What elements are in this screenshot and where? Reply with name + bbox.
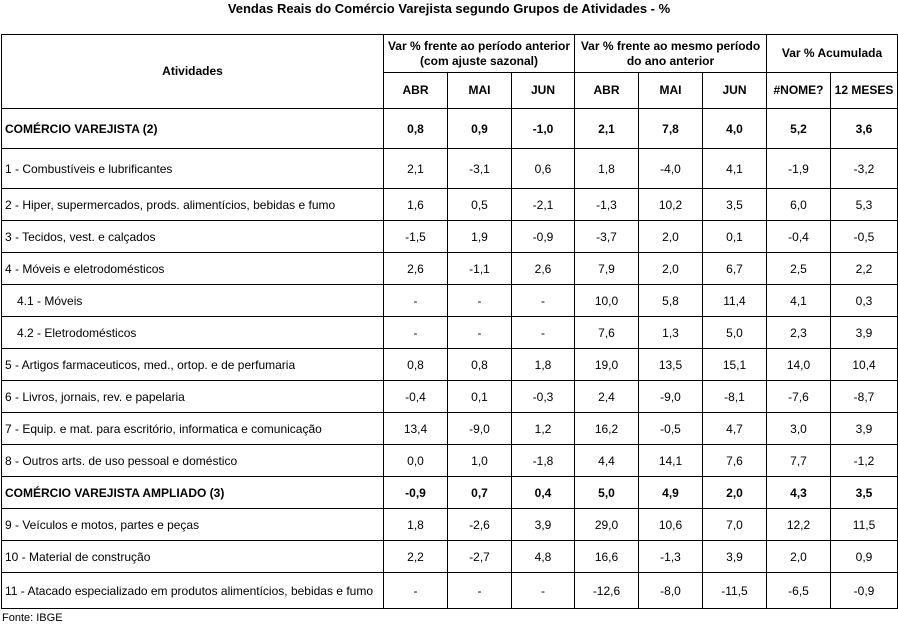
row-label: 8 - Outros arts. de uso pessoal e doméstico xyxy=(2,445,384,477)
value-cell: -2,7 xyxy=(448,541,512,573)
value-cell: 7,6 xyxy=(575,317,639,349)
value-cell: 3,9 xyxy=(512,509,575,541)
value-cell: 0,5 xyxy=(448,189,512,221)
value-cell: 3,9 xyxy=(831,317,898,349)
value-cell: 0,6 xyxy=(512,149,575,189)
value-cell: 5,3 xyxy=(831,189,898,221)
value-cell: 11,5 xyxy=(831,509,898,541)
value-cell: -8,0 xyxy=(639,573,703,609)
row-label: 6 - Livros, jornais, rev. e papelaria xyxy=(2,381,384,413)
value-cell: 7,9 xyxy=(575,253,639,285)
value-cell: 3,6 xyxy=(831,109,898,149)
value-cell: -0,9 xyxy=(384,477,448,509)
value-cell: - xyxy=(448,317,512,349)
value-cell: 2,1 xyxy=(575,109,639,149)
value-cell: 0,9 xyxy=(831,541,898,573)
value-cell: -1,0 xyxy=(512,109,575,149)
value-cell: 2,2 xyxy=(384,541,448,573)
value-cell: 0,7 xyxy=(448,477,512,509)
subheader-abr: ABR xyxy=(384,73,448,109)
value-cell: -1,5 xyxy=(384,221,448,253)
value-cell: 2,0 xyxy=(639,253,703,285)
value-cell: 0,1 xyxy=(448,381,512,413)
value-cell: 16,6 xyxy=(575,541,639,573)
value-cell: - xyxy=(384,285,448,317)
value-cell: -0,5 xyxy=(831,221,898,253)
value-cell: -3,1 xyxy=(448,149,512,189)
table-row xyxy=(2,573,898,609)
value-cell: 11,4 xyxy=(703,285,767,317)
value-cell: 2,5 xyxy=(767,253,831,285)
table-title: Vendas Reais do Comércio Varejista segundo Grupos de Atividades - % xyxy=(227,1,671,16)
value-cell: 13,4 xyxy=(384,413,448,445)
table-row xyxy=(2,509,898,541)
value-cell: 1,8 xyxy=(512,349,575,381)
header-group-periodo-anterior xyxy=(384,35,575,73)
value-cell: -1,9 xyxy=(767,149,831,189)
value-cell: -0,5 xyxy=(639,413,703,445)
table-row xyxy=(2,445,898,477)
value-cell: 3,0 xyxy=(767,413,831,445)
row-label: 5 - Artigos farmaceuticos, med., ortop. e de perfumaria xyxy=(2,349,384,381)
value-cell: 2,6 xyxy=(384,253,448,285)
value-cell: -6,5 xyxy=(767,573,831,609)
value-cell: -0,4 xyxy=(767,221,831,253)
value-cell: -2,6 xyxy=(448,509,512,541)
sales-table xyxy=(1,34,898,609)
value-cell: -11,5 xyxy=(703,573,767,609)
value-cell: 1,9 xyxy=(448,221,512,253)
value-cell: 1,0 xyxy=(448,445,512,477)
table-row xyxy=(2,253,898,285)
row-label: 3 - Tecidos, vest. e calçados xyxy=(2,221,384,253)
value-cell: 4,1 xyxy=(703,149,767,189)
value-cell: -8,1 xyxy=(703,381,767,413)
value-cell: - xyxy=(512,317,575,349)
row-label: COMÉRCIO VAREJISTA (2) xyxy=(2,109,384,149)
value-cell: 1,8 xyxy=(575,149,639,189)
table-row xyxy=(2,381,898,413)
value-cell: -0,4 xyxy=(384,381,448,413)
header-group-line1: Var % frente ao mesmo período xyxy=(580,38,761,53)
table-row xyxy=(2,541,898,573)
value-cell: -3,2 xyxy=(831,149,898,189)
value-cell: 2,0 xyxy=(767,541,831,573)
subheader-12-meses: 12 MESES xyxy=(831,73,898,109)
value-cell: 5,0 xyxy=(703,317,767,349)
value-cell: 2,4 xyxy=(575,381,639,413)
value-cell: -9,0 xyxy=(639,381,703,413)
value-cell: -1,2 xyxy=(831,445,898,477)
value-cell: 6,0 xyxy=(767,189,831,221)
value-cell: 12,2 xyxy=(767,509,831,541)
subheader-mai: MAI xyxy=(448,73,512,109)
value-cell: 2,0 xyxy=(703,477,767,509)
value-cell: 4,1 xyxy=(767,285,831,317)
value-cell: 0,8 xyxy=(384,349,448,381)
value-cell: -1,3 xyxy=(639,541,703,573)
value-cell: 14,1 xyxy=(639,445,703,477)
subheader-jun: JUN xyxy=(703,73,767,109)
value-cell: 3,9 xyxy=(831,413,898,445)
value-cell: 16,2 xyxy=(575,413,639,445)
value-cell: 4,0 xyxy=(703,109,767,149)
row-label: 1 - Combustíveis e lubrificantes xyxy=(2,149,384,189)
value-cell: 6,7 xyxy=(703,253,767,285)
value-cell: -4,0 xyxy=(639,149,703,189)
subheader-abr: ABR xyxy=(575,73,639,109)
value-cell: 4,3 xyxy=(767,477,831,509)
table-row xyxy=(2,413,898,445)
value-cell: 10,0 xyxy=(575,285,639,317)
row-label: COMÉRCIO VAREJISTA AMPLIADO (3) xyxy=(2,477,384,509)
value-cell: 1,8 xyxy=(384,509,448,541)
header-group-acumulada xyxy=(767,35,898,73)
row-label: 7 - Equip. e mat. para escritório, informatica e comunicação xyxy=(2,413,384,445)
value-cell: - xyxy=(384,317,448,349)
row-label: 9 - Veículos e motos, partes e peças xyxy=(2,509,384,541)
value-cell: 7,0 xyxy=(703,509,767,541)
value-cell: 2,0 xyxy=(639,221,703,253)
value-cell: 1,3 xyxy=(639,317,703,349)
table-row xyxy=(2,317,898,349)
value-cell: -0,9 xyxy=(831,573,898,609)
value-cell: -1,3 xyxy=(575,189,639,221)
header-group-line1: Var % Acumulada xyxy=(781,46,883,60)
value-cell: 0,4 xyxy=(512,477,575,509)
value-cell: 14,0 xyxy=(767,349,831,381)
value-cell: 7,8 xyxy=(639,109,703,149)
table-row xyxy=(2,189,898,221)
row-label: 4 - Móveis e eletrodomésticos xyxy=(2,253,384,285)
value-cell: 13,5 xyxy=(639,349,703,381)
value-cell: - xyxy=(512,285,575,317)
table-row xyxy=(2,477,898,509)
header-atividades: Atividades xyxy=(2,35,384,109)
value-cell: -2,1 xyxy=(512,189,575,221)
value-cell: 4,8 xyxy=(512,541,575,573)
value-cell: 4,4 xyxy=(575,445,639,477)
value-cell: 3,9 xyxy=(703,541,767,573)
value-cell: 10,4 xyxy=(831,349,898,381)
value-cell: -12,6 xyxy=(575,573,639,609)
value-cell: - xyxy=(448,573,512,609)
value-cell: 0,0 xyxy=(384,445,448,477)
value-cell: -0,9 xyxy=(512,221,575,253)
source-note: Fonte: IBGE xyxy=(2,612,63,624)
value-cell: 5,0 xyxy=(575,477,639,509)
value-cell: 15,1 xyxy=(703,349,767,381)
row-label: 4.1 - Móveis xyxy=(2,285,384,317)
value-cell: 2,6 xyxy=(512,253,575,285)
value-cell: -8,7 xyxy=(831,381,898,413)
value-cell: - xyxy=(512,573,575,609)
value-cell: 1,2 xyxy=(512,413,575,445)
value-cell: 10,6 xyxy=(639,509,703,541)
table-row xyxy=(2,109,898,149)
value-cell: 0,8 xyxy=(448,349,512,381)
value-cell: 7,7 xyxy=(767,445,831,477)
value-cell: -1,1 xyxy=(448,253,512,285)
header-group-line1: Var % frente ao período anterior xyxy=(387,38,571,53)
value-cell: 19,0 xyxy=(575,349,639,381)
value-cell: 2,3 xyxy=(767,317,831,349)
header-group-mesmo-periodo xyxy=(575,35,767,73)
value-cell: 3,5 xyxy=(703,189,767,221)
table-row xyxy=(2,349,898,381)
value-cell: 3,5 xyxy=(831,477,898,509)
value-cell: 5,8 xyxy=(639,285,703,317)
value-cell: 10,2 xyxy=(639,189,703,221)
value-cell: -3,7 xyxy=(575,221,639,253)
value-cell: 2,1 xyxy=(384,149,448,189)
value-cell: 4,7 xyxy=(703,413,767,445)
value-cell: - xyxy=(448,285,512,317)
table-row xyxy=(2,285,898,317)
value-cell: -1,8 xyxy=(512,445,575,477)
value-cell: -0,3 xyxy=(512,381,575,413)
value-cell: 4,9 xyxy=(639,477,703,509)
value-cell: -9,0 xyxy=(448,413,512,445)
table-row xyxy=(2,149,898,189)
row-label: 2 - Hiper, supermercados, prods. alimentícios, bebidas e fumo xyxy=(2,189,384,221)
value-cell: 29,0 xyxy=(575,509,639,541)
subheader-jun: JUN xyxy=(512,73,575,109)
subheader-mai: MAI xyxy=(639,73,703,109)
value-cell: 0,9 xyxy=(448,109,512,149)
value-cell: -7,6 xyxy=(767,381,831,413)
value-cell: 2,2 xyxy=(831,253,898,285)
value-cell: 0,1 xyxy=(703,221,767,253)
row-label: 4.2 - Eletrodomésticos xyxy=(2,317,384,349)
value-cell: - xyxy=(384,573,448,609)
value-cell: 0,8 xyxy=(384,109,448,149)
row-label: 10 - Material de construção xyxy=(2,541,384,573)
value-cell: 1,6 xyxy=(384,189,448,221)
table-row xyxy=(2,221,898,253)
subheader-acumulada-ano: #NOME? xyxy=(767,73,831,109)
value-cell: 5,2 xyxy=(767,109,831,149)
header-group-line2: do ano anterior xyxy=(626,53,715,68)
value-cell: 0,3 xyxy=(831,285,898,317)
value-cell: 7,6 xyxy=(703,445,767,477)
row-label: 11 - Atacado especializado em produtos alimentícios, bebidas e fumo xyxy=(2,573,384,609)
header-group-line2: (com ajuste sazonal) xyxy=(419,53,539,68)
